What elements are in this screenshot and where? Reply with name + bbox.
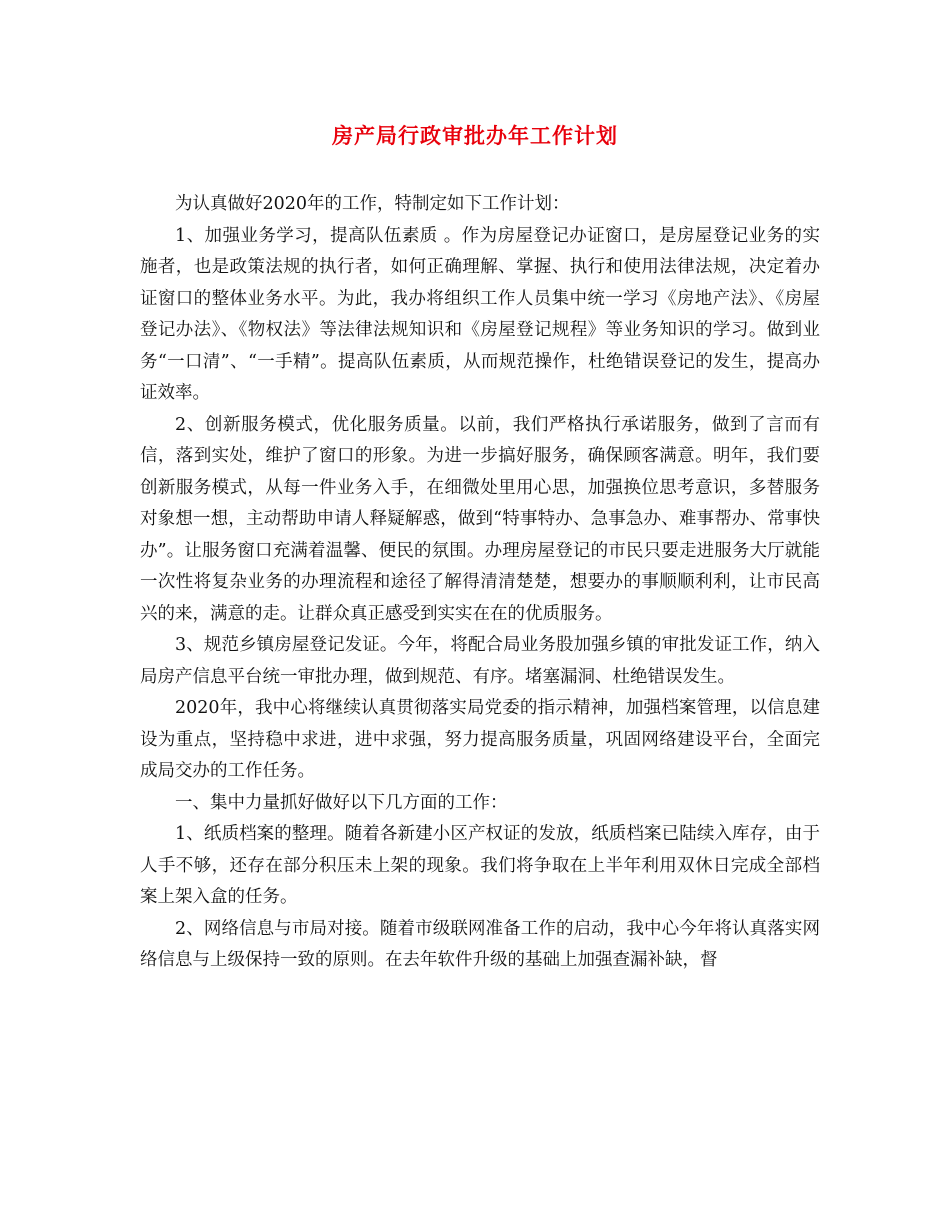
- paragraph-2020-plan: 2020年，我中心将继续认真贯彻落实局党委的指示精神，加强档案管理，以信息建设为重点，坚持稳中求进，进中求强，努力提高服务质量，巩固网络建设平台，全面完成局交办的工作任务。: [140, 698, 820, 781]
- paragraph-network-docking: 2、网络信息与市局对接。随着市级联网准备工作的启动，我中心今年将认真落实网络信息与上级保持一致的原则。在去年软件升级的基础上加强查漏补缺，督: [140, 918, 820, 970]
- document-body: [140, 189, 820, 977]
- paragraph-archive-sorting: 1、纸质档案的整理。随着各新建小区产权证的发放，纸质档案已陆续入库存，由于人手不够，还存在部分积压未上架的现象。我们将争取在上半年利用双休日完成全部档案上架入盒的任务。: [140, 824, 820, 907]
- paragraph-item-1-study: 1、加强业务学习，提高队伍素质 。作为房屋登记办证窗口，是房屋登记业务的实施者，也是政策法规的执行者，如何正确理解、掌握、执行和使用法律法规，决定着办证窗口的整体业务水平。为此，我办将组织工作人员集中统一学习《房地产法》、《房屋登记办法》、《物权法》等法律法规知识和《房屋登记规程》等业务知识的学习。做到业务“一口清”、“一手精”。提高队伍素质，从而规范操作，杜绝错误登记的发生，提高办证效率。: [140, 225, 820, 403]
- document-title: 房产局行政审批办年工作计划: [332, 123, 618, 148]
- paragraph-item-3-township: 3、规范乡镇房屋登记发证。今年，将配合局业务股加强乡镇的审批发证工作，纳入局房产信息平台统一审批办理，做到规范、有序。堵塞漏洞、杜绝错误发生。: [140, 635, 820, 687]
- paragraph-section-heading: 一、集中力量抓好做好以下几方面的工作：: [175, 792, 508, 813]
- paragraph-item-2-service: 2、创新服务模式，优化服务质量。以前，我们严格执行承诺服务，做到了言而有信，落到实处，维护了窗口的形象。为进一步搞好服务，确保顾客满意。明年，我们要创新服务模式，从每一件业务入手，在细微处里用心思，加强换位思考意识，多替服务对象想一想，主动帮助申请人释疑解惑，做到“特事特办、急事急办、难事帮办、常事快办”。让服务窗口充满着温馨、便民的氛围。办理房屋登记的市民只要走进服务大厅就能一次性将复杂业务的办理流程和途径了解得清清楚楚，想要办的事顺顺利利，让市民高兴的来，满意的走。让群众真正感受到实实在在的优质服务。: [140, 414, 820, 624]
- paragraph-intro: 为认真做好2020年的工作，特制定如下工作计划：: [175, 194, 570, 214]
